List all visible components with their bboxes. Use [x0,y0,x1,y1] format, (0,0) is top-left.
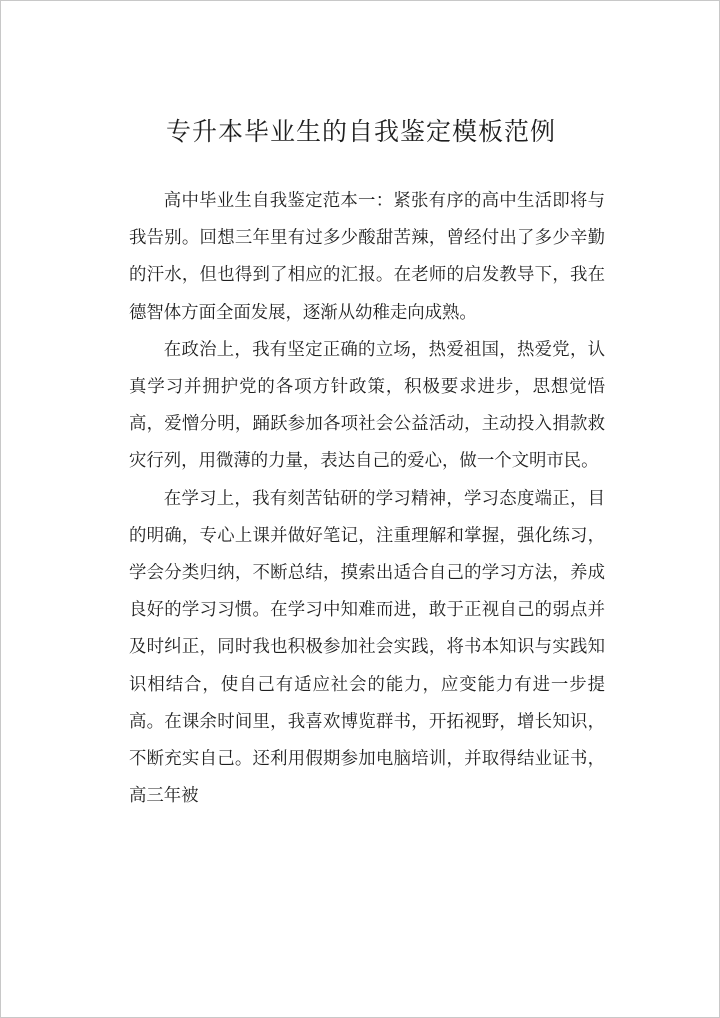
paragraph-study: 在学习上，我有刻苦钻研的学习精神，学习态度端正，目的明确，专心上课并做好笔记，注重理解和掌握，强化练习，学会分类归纳，不断总结，摸索出适合自己的学习方法，养成良好的学习习惯。在学习中知难而进，敢于正视自己的弱点并及时纠正，同时我也积极参加社会实践，将书本知识与实践知识相结合，使自己有适应社会的能力，应变能力有进一步提高。在课余时间里，我喜欢博览群书，开拓视野，增长知识，不断充实自己。还利用假期参加电脑培训，并取得结业证书，高三年被 [129,488,605,807]
document-body [129,183,605,815]
paragraph-politics: 在政治上，我有坚定正确的立场，热爱祖国，热爱党，认真学习并拥护党的各项方针政策，积极要求进步，思想觉悟高，爱憎分明，踊跃参加各项社会公益活动，主动投入捐款救灾行列，用微薄的力量，表达自己的爱心，做一个文明市民。 [129,339,605,472]
document-title: 专升本毕业生的自我鉴定模板范例 [165,116,556,146]
paragraph-intro: 高中毕业生自我鉴定范本一：紧张有序的高中生活即将与我告别。回想三年里有过多少酸甜苦辣，曾经付出了多少辛勤的汗水，但也得到了相应的汇报。在老师的启发教导下，我在德智体方面全面发展，逐渐从幼稚走向成熟。 [129,191,605,323]
